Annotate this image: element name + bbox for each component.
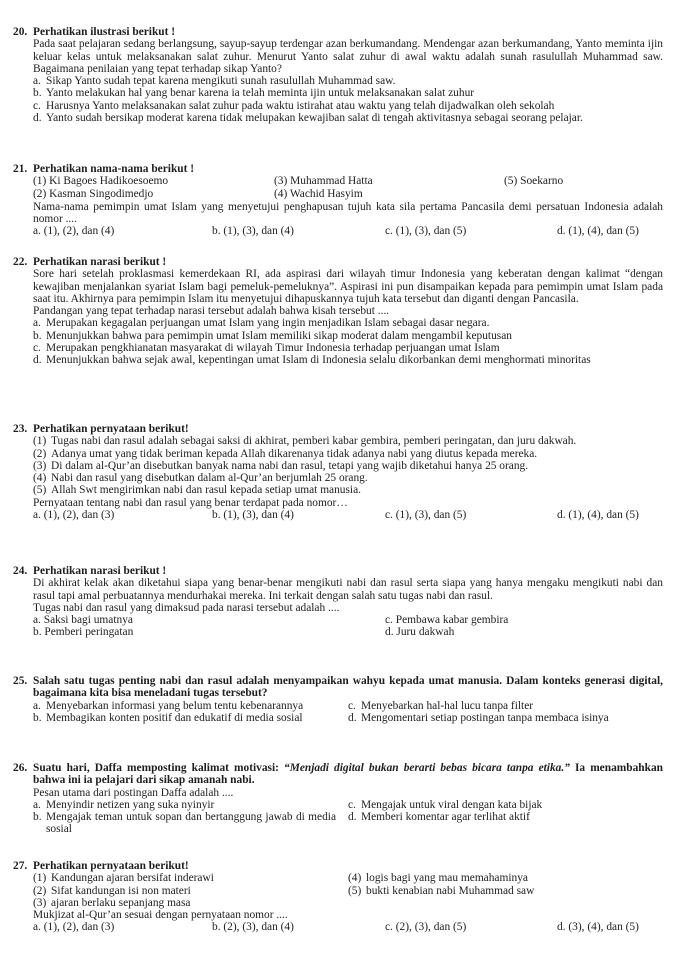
- answer-option-c[interactable]: c. Menyebarkan hal-hal lucu tanpa filter: [348, 699, 534, 712]
- answer-options-row: [33, 712, 663, 724]
- question-title: Perhatikan narasi berikut !: [33, 256, 167, 268]
- question-21: [13, 163, 663, 238]
- name-item: (2) Kasman Singodimedjo: [33, 187, 154, 200]
- answer-option-c[interactable]: c. Merupakan pengkhianatan masyarakat di wilayah Timur Indonesia terhadap perjuangan umat Islam: [33, 342, 500, 355]
- names-row: [33, 175, 663, 187]
- answer-option-c[interactable]: c. Pembawa kabar gembira: [385, 614, 509, 627]
- question-title: Perhatikan nama-nama berikut !: [33, 163, 195, 175]
- answer-options-row: [33, 626, 663, 638]
- answer-option-c[interactable]: c. Mengajak untuk viral dengan kata bijak: [348, 798, 543, 811]
- question-title: Suatu hari, Daffa memposting kalimat motivasi: “Menjadi digital bukan berarti bebas bicara tanpa etika.” Ia menambahkan bahwa ini ia pelajari dari sikap amanah nabi.: [33, 762, 663, 787]
- question-prompt: Tugas nabi dan rasul yang dimaksud pada narasi tersebut adalah ....: [33, 601, 340, 614]
- answer-option-a[interactable]: a. Menyebarkan informasi yang belum tentu kebenarannya: [33, 699, 304, 712]
- question-number: 20.: [13, 26, 28, 38]
- answer-option-d[interactable]: d. Menunjukkan bahwa sejak awal, kepentingan umat Islam di Indonesia selalu dikorbankan demi menghormati minoritas: [33, 354, 591, 367]
- question-text: Di akhirat kelak akan diketahui siapa yang benar-benar mengikuti nabi dan rasul serta siapa yang hanya mengaku mengikuti nabi dan rasul tapi amal perbuatannya mendurhakai mereka. Ini terkait dengan salah satu tugas nabi dan rasul.: [33, 577, 663, 602]
- question-23: [13, 423, 663, 521]
- statement-item: (5) Allah Swt mengirimkan nabi dan rasul kepada setiap umat manusia.: [33, 484, 361, 497]
- answer-options-row: [33, 921, 663, 933]
- answer-option-c[interactable]: c. (1), (3), dan (5): [385, 509, 467, 522]
- statement-item: (2) Adanya umat yang tidak beriman kepada Allah dikarenanya tidak adanya nabi yang diutus kepada mereka.: [33, 447, 538, 460]
- answer-option-c[interactable]: c. (1), (3), dan (5): [385, 225, 467, 238]
- statement-item: (3) Di dalam al-Qur’an disebutkan banyak nama nabi dan rasul, tetapi yang wajib diketahui hanya 25 orang.: [33, 459, 529, 472]
- answer-options-row: [33, 614, 663, 626]
- answer-option-d[interactable]: d. Juru dakwah: [385, 626, 455, 639]
- answer-option-b[interactable]: b. Yanto melakukan hal yang benar karena ia telah meminta ijin untuk melaksanakan salat zuhur: [33, 87, 475, 100]
- names-row: [33, 188, 663, 200]
- answer-option-b[interactable]: b. (1), (3), dan (4): [212, 509, 294, 522]
- answer-option-a[interactable]: a. Menyindir netizen yang suka nyinyir: [33, 798, 215, 811]
- answer-options-row: [33, 700, 663, 712]
- question-number: 27.: [13, 860, 28, 872]
- statement-item: (1) Tugas nabi dan rasul adalah sebagai saksi di akhirat, pemberi kabar gembira, pemberi peringatan, dan juru dakwah.: [33, 435, 577, 448]
- question-20: [13, 26, 663, 124]
- question-26: [13, 762, 663, 836]
- question-22: [13, 256, 663, 367]
- answer-option-a[interactable]: a. Merupakan kegagalan perjuangan umat Islam yang ingin menjadikan Islam sebagai dasar negara.: [33, 317, 490, 330]
- statement-item: (4) logis bagi yang mau memahaminya: [348, 872, 528, 885]
- name-item: (4) Wachid Hasyim: [274, 187, 363, 200]
- statement-item: (1) Kandungan ajaran bersifat inderawi: [33, 872, 214, 885]
- question-24: [13, 565, 663, 639]
- question-25: [13, 675, 663, 724]
- question-prompt: Pandangan yang tepat terhadap narasi tersebut adalah bahwa kisah tersebut ....: [33, 305, 390, 318]
- question-number: 22.: [13, 256, 28, 268]
- name-item: (5) Soekarno: [504, 175, 564, 188]
- statement-item: (2) Sifat kandungan isi non materi: [33, 884, 191, 897]
- question-title: Salah satu tugas penting nabi dan rasul adalah menyampaikan wahyu kepada umat manusia. Dalam konteks generasi digital, bagaimana kita bisa meneladani tugas tersebut?: [33, 675, 663, 700]
- question-number: 26.: [13, 762, 28, 774]
- question-text: Sore hari setelah proklasmasi kemerdekaan RI, ada aspirasi dari wilayah timur Indonesia yang keberatan dengan kalimat “dengan kewajiban menjalankan syariat Islam bagi pemeluk-pemeluknya”. Aspirasi ini pun disampaikan kepada para pemimpin umat Islam pada saat itu. Akhirnya para pemimpin Islam itu menyetujui dihapuskannya tujuh kata tersebut dan diganti dengan Pancasila.: [33, 268, 663, 305]
- answer-option-c[interactable]: c. Harusnya Yanto melaksanakan salat zuhur pada waktu istirahat atau waktu yang telah dijadwalkan oleh sekolah: [33, 99, 555, 112]
- answer-option-d[interactable]: d. (1), (4), dan (5): [557, 225, 639, 238]
- statements-row: [33, 872, 663, 884]
- answer-option-d[interactable]: d. (3), (4), dan (5): [557, 921, 639, 934]
- answer-option-c[interactable]: c. (2), (3), dan (5): [385, 921, 467, 934]
- name-item: (3) Muhammad Hatta: [274, 175, 373, 188]
- question-number: 24.: [13, 565, 28, 577]
- question-27: [13, 860, 663, 934]
- question-title: Perhatikan ilustrasi berikut !: [33, 26, 176, 38]
- answer-option-a[interactable]: a. (1), (2), dan (4): [33, 225, 115, 238]
- question-title: Perhatikan pernyataan berikut!: [33, 860, 189, 872]
- question-prompt: Pesan utama dari postingan Daffa adalah ....: [33, 786, 234, 799]
- answer-option-a[interactable]: a. (1), (2), dan (3): [33, 509, 115, 522]
- answer-option-b[interactable]: b. Menunjukkan bahwa para pemimpin umat Islam memiliki sikap moderat dalam mengambil keputusan: [33, 329, 512, 342]
- statement-item: (3) ajaran berlaku sepanjang masa: [33, 896, 191, 909]
- statement-item: (4) Nabi dan rasul yang disebutkan dalam al-Qur’an berjumlah 25 orang.: [33, 472, 368, 485]
- answer-option-a[interactable]: a. (1), (2), dan (3): [33, 921, 115, 934]
- answer-option-d[interactable]: d. Mengomentari setiap postingan tanpa membaca isinya: [348, 711, 609, 724]
- motivation-quote: “Menjadi digital bukan berarti bebas bicara tanpa etika.”: [284, 762, 570, 774]
- answer-option-d[interactable]: d. (1), (4), dan (5): [557, 509, 639, 522]
- answer-option-b[interactable]: b. Pemberi peringatan: [33, 626, 134, 639]
- answer-options-row: [33, 811, 663, 836]
- answer-option-a[interactable]: a. Sikap Yanto sudah tepat karena mengikuti sunah rasulullah Muhammad saw.: [33, 75, 396, 88]
- question-prompt: Mukjizat al-Qur’an sesuai dengan pernyataan nomor ....: [33, 909, 288, 922]
- answer-option-b[interactable]: b. (2), (3), dan (4): [212, 921, 294, 934]
- question-number: 25.: [13, 675, 28, 687]
- question-prompt: Pernyataan tentang nabi dan rasul yang benar terdapat pada nomor…: [33, 496, 348, 509]
- question-title: Perhatikan pernyataan berikut!: [33, 423, 189, 435]
- answer-options-row: [33, 799, 663, 811]
- answer-option-d[interactable]: d. Yanto sudah bersikap moderat karena tidak melupakan kewajiban salat di tengah aktivitasnya sebagai seorang pelajar.: [33, 112, 583, 125]
- answer-option-b[interactable]: b. Mengajak teman untuk sopan dan bertanggung jawab di media sosial: [33, 811, 336, 836]
- question-text: Pada saat pelajaran sedang berlangsung, sayup-sayup terdengar azan berkumandang. Mendengar azan berkumandang, Yanto meminta ijin keluar kelas untuk melaksanakan salat zuhur. Menurut Yanto salat zuhur di awal waktu adalah sunah rasulullah Muhammad saw. Bagaimana penilaian yang tepat terhadap sikap Yanto?: [33, 38, 663, 75]
- question-number: 23.: [13, 423, 28, 435]
- question-title: Perhatikan narasi berikut !: [33, 565, 167, 577]
- question-number: 21.: [13, 163, 28, 175]
- answer-options-row: [33, 225, 663, 237]
- answer-option-d[interactable]: d. Memberi komentar agar terlihat aktif: [348, 811, 530, 824]
- statements-row: [33, 885, 663, 897]
- answer-options-row: [33, 509, 663, 521]
- name-item: (1) Ki Bagoes Hadikoesoemo: [33, 175, 169, 188]
- answer-option-a[interactable]: a. Saksi bagi umatnya: [33, 614, 133, 627]
- question-text: Nama-nama pemimpin umat Islam yang menyetujui penghapusan tujuh kata sila pertama Pancasila demi persatuan Indonesia adalah nomor ....: [33, 200, 663, 226]
- answer-option-b[interactable]: b. Membagikan konten positif dan edukatif di media sosial: [33, 711, 303, 724]
- statement-item: (5) bukti kenabian nabi Muhammad saw: [348, 884, 535, 897]
- answer-option-b[interactable]: b. (1), (3), dan (4): [212, 225, 294, 238]
